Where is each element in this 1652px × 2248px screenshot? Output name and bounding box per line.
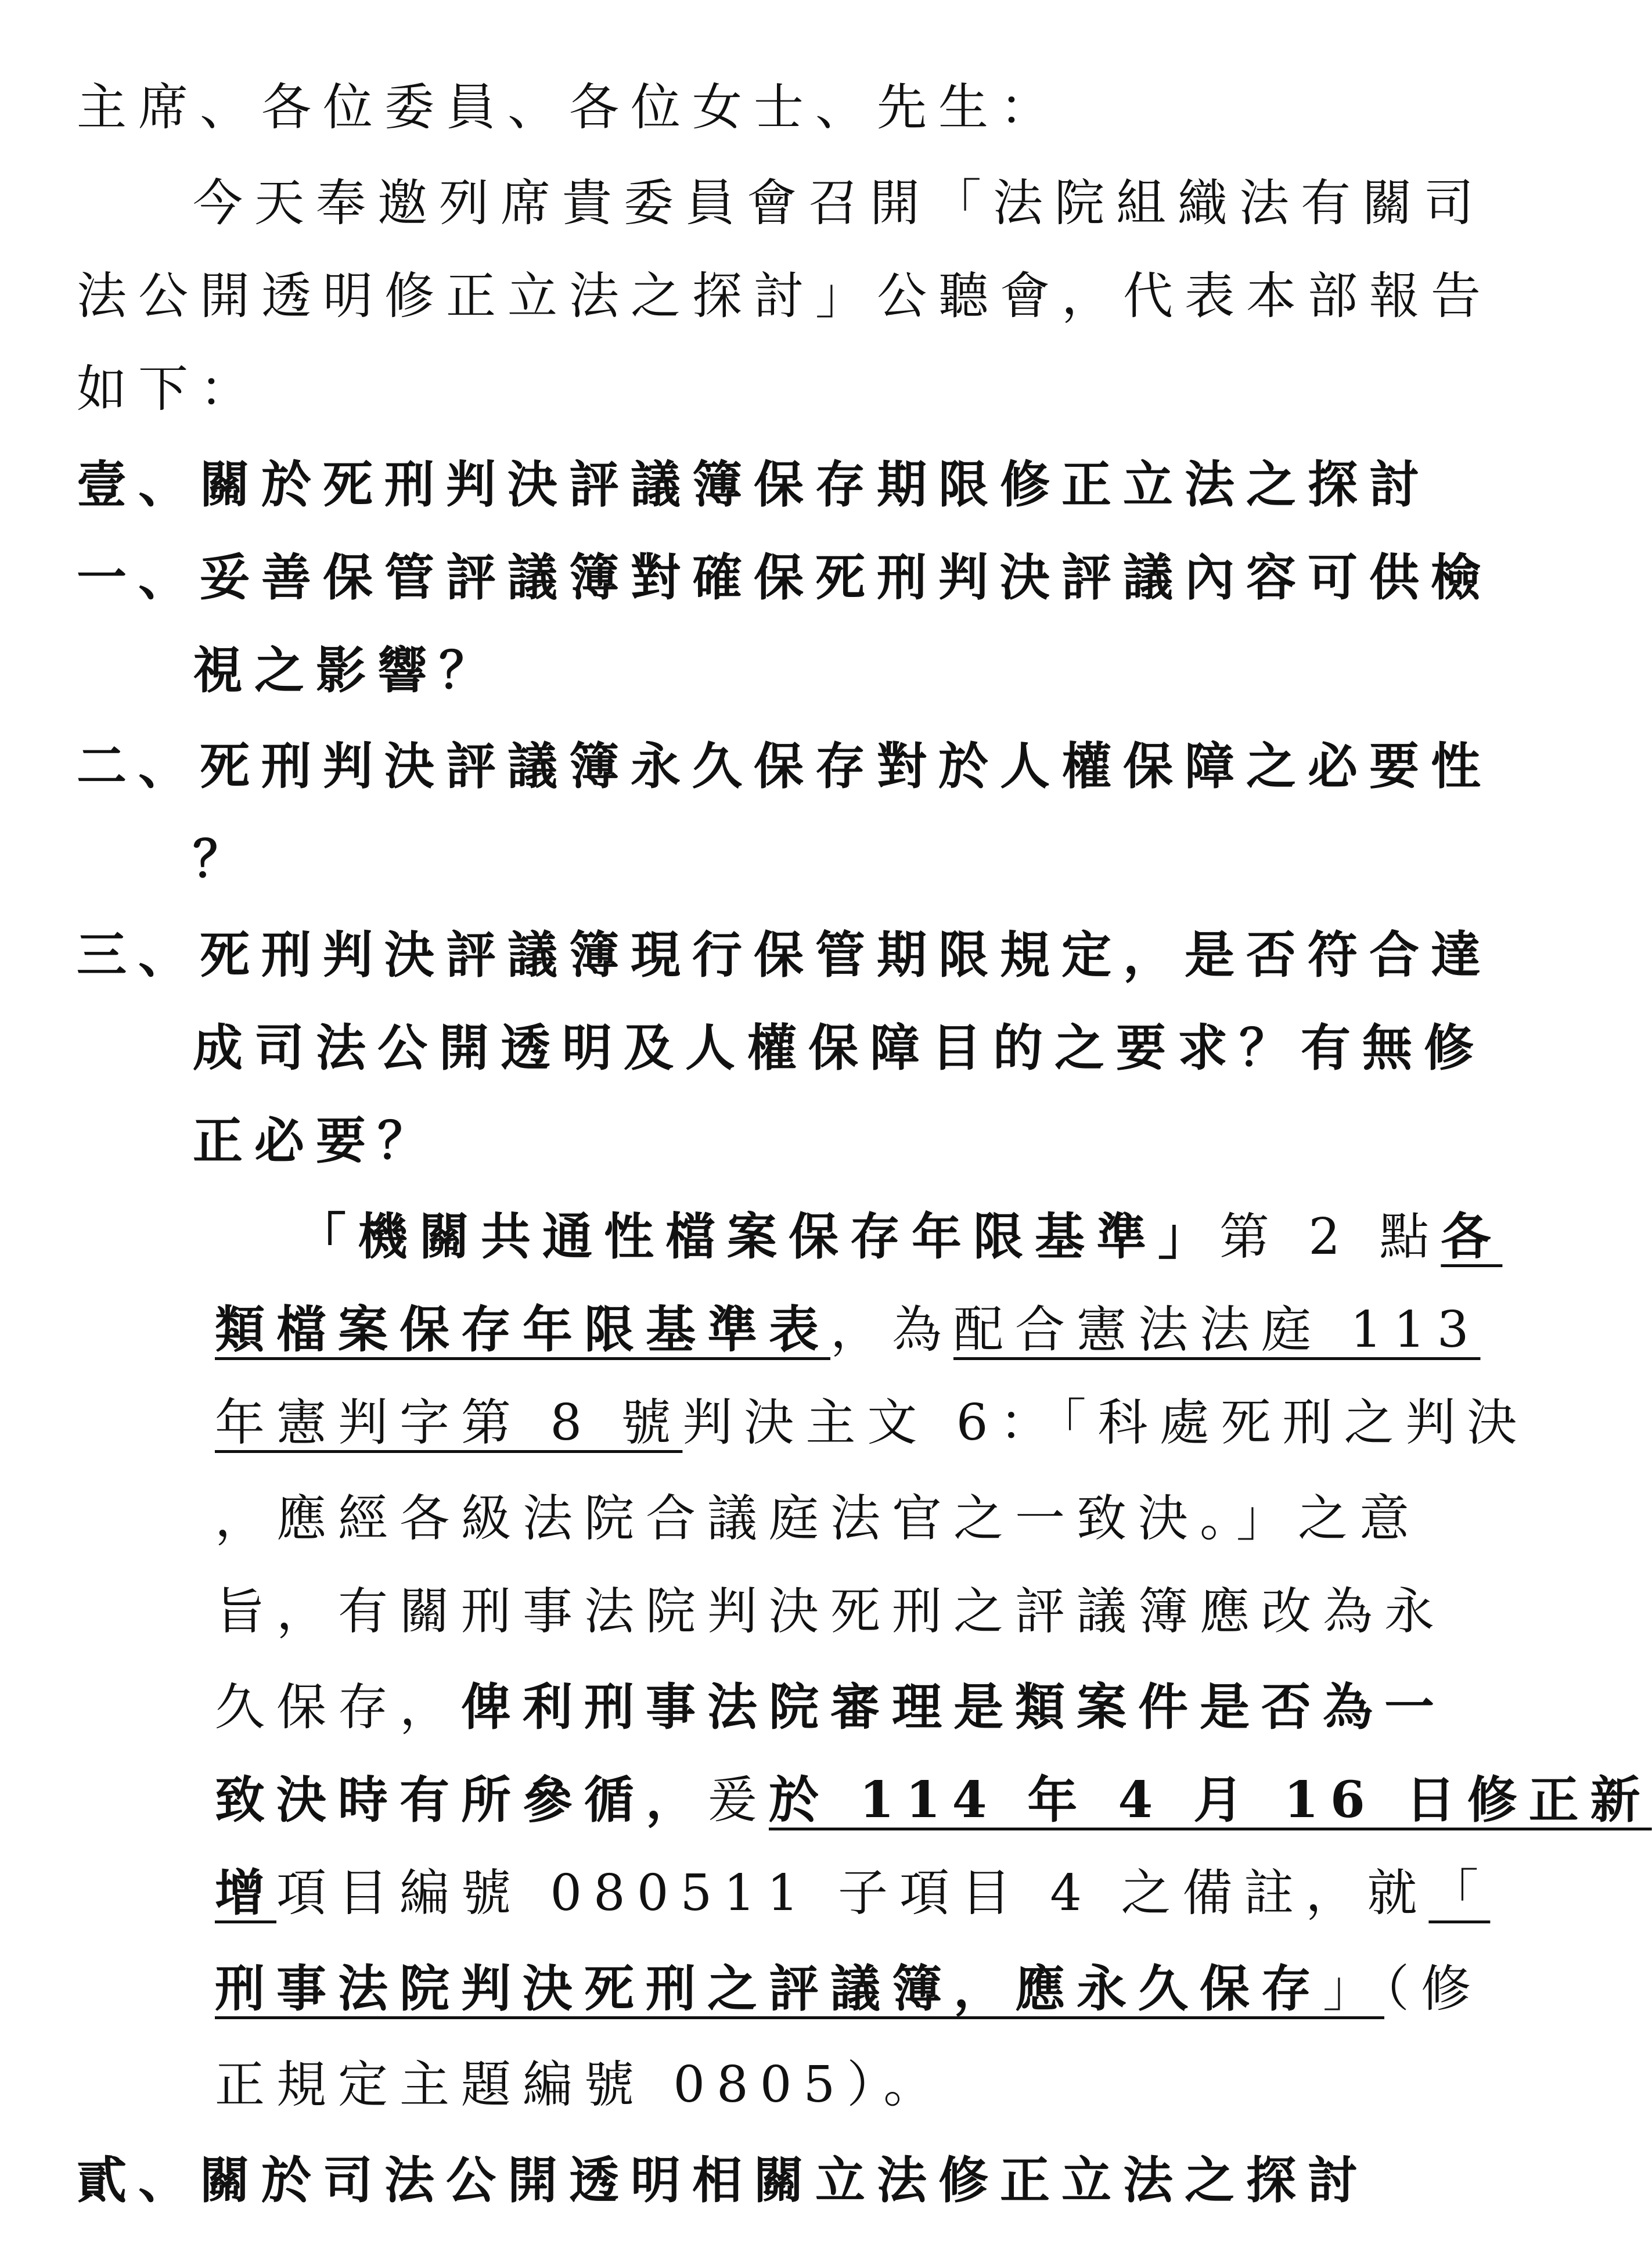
paragraph-line-2: 類檔案保存年限基準表，為配合憲法法庭 113 [215, 1300, 1481, 1359]
paragraph-line-8: 增項目編號 080511 子項目 4 之備註，就「 [215, 1864, 1491, 1922]
question-3-line-1: 三、死刑判決評議簿現行保管期限規定，是否符合達 [77, 926, 1492, 984]
question-1-line-1: 一、妥善保管評議簿對確保死刑判決評議內容可供檢 [77, 548, 1492, 607]
paragraph-line-4: ，應經各級法院合議庭法官之一致決。」之意 [215, 1490, 1421, 1548]
question-1-line-2: 視之影響？ [193, 641, 501, 700]
salutation: 主席、各位委員、各位女士、先生： [77, 78, 1061, 136]
section-1-title: 壹、關於死刑判決評議簿保存期限修正立法之探討 [77, 455, 1431, 514]
paragraph-line-3: 年憲判字第 8 號判決主文 6：「科處死刑之判決 [215, 1394, 1529, 1452]
intro-line-2: 法公開透明修正立法之探討」公聽會，代表本部報告 [77, 267, 1492, 325]
paragraph-line-7: 致決時有所參循，爰於 114 年 4 月 16 日修正新 [215, 1771, 1652, 1829]
section-2-title: 貳、關於司法公開透明相關立法修正立法之探討 [77, 2151, 1369, 2210]
paragraph-line-1: 「機關共通性檔案保存年限基準」第 2 點各 [296, 1207, 1503, 1266]
question-2-line-2: ？ [193, 830, 254, 889]
question-3-line-2: 成司法公開透明及人權保障目的之要求？有無修 [193, 1019, 1485, 1077]
intro-line-1: 今天奉邀列席貴委員會召開「法院組織法有關司 [193, 174, 1485, 232]
paragraph-line-5: 旨，有關刑事法院判決死刑之評議簿應改為永 [215, 1582, 1446, 1641]
paragraph-line-9: 刑事法院判決死刑之評議簿，應永久保存」（修 [215, 1959, 1482, 2018]
paragraph-line-10: 正規定主題編號 0805）。 [215, 2056, 945, 2114]
question-2-line-1: 二、死刑判決評議簿永久保存對於人權保障之必要性 [77, 737, 1492, 796]
question-3-line-3: 正必要？ [193, 1112, 439, 1170]
intro-line-3: 如下： [77, 360, 261, 418]
paragraph-line-6: 久保存，俾利刑事法院審理是類案件是否為一 [215, 1678, 1446, 1736]
